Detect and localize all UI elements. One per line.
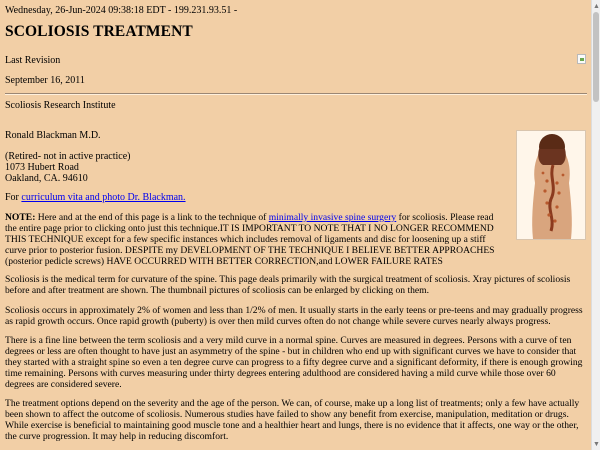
vertical-scrollbar[interactable] bbox=[591, 0, 600, 450]
note-text-after: for scoliosis. Please read the entire page prior to clicking onto just this technique.IT IS IMPORTANT TO NOTE THAT I NO LONGER RECOMMEND THIS TECHNIQUE except for a few specific instances which includes removal of ligaments and disc for loosening up a stiff curve prior to posterior fusion. DESPITE my DEVELOPMENT OF THE TECHNIQUE I BELIEVE BETTER APPROACHES (posterior pedicle screws) HAVE OCCURRED WITH BETTER CORRECTION,and LOWER FAILURE RATES bbox=[5, 212, 495, 267]
note-paragraph bbox=[5, 212, 505, 267]
spine-photo-drawing bbox=[517, 131, 585, 239]
scroll-down-icon[interactable]: ▼ bbox=[593, 440, 600, 448]
paragraph-intro: Scoliosis is the medical term for curvature of the spine. This page deals primarily with the surgical treatment of scoliosis. Xray pictures of scoliosis before and after treatment are shown. The thumbnail pictures of scoliosis can be enlarged by clicking on them. bbox=[5, 274, 571, 296]
page-title: SCOLIOSIS TREATMENT bbox=[5, 23, 193, 40]
scroll-thumb[interactable] bbox=[593, 12, 599, 102]
spine-photo-icon[interactable] bbox=[516, 130, 586, 240]
author-address bbox=[5, 151, 131, 184]
cv-line bbox=[5, 192, 186, 203]
last-revision-label: Last Revision bbox=[5, 55, 61, 66]
author-name: Ronald Blackman M.D. bbox=[5, 130, 101, 141]
author-status: (Retired- not in active practice) bbox=[5, 151, 131, 162]
author-street: 1073 Hubert Road bbox=[5, 162, 79, 173]
institute-name: Scoliosis Research Institute bbox=[5, 100, 116, 111]
timestamp: Wednesday, 26-Jun-2024 09:38:18 EDT - 199.231.93.51 - bbox=[5, 5, 238, 16]
paragraph-occurrence: Scoliosis occurs in approximately 2% of women and less than 1/2% of men. It usually starts in the early teens or pre-teens and may gradually progress as rapid growth occurs. Once rapid growth (puberty) is over then mild curves often do not change while severe curves nearly always progress. bbox=[5, 305, 583, 327]
note-text-before: Here and at the end of this page is a link to the technique of bbox=[35, 212, 269, 223]
minimally-invasive-link[interactable]: minimally invasive spine surgery bbox=[268, 212, 397, 223]
revision-date: September 16, 2011 bbox=[5, 75, 85, 86]
paragraph-degrees: There is a fine line between the term scoliosis and a very mild curve in a normal spine. Curves are measured in degrees. Persons with a curve of ten degrees or less are often thought to have just an asymmetry of the spine - but in children who end up with significant curves we have to consider that they started with a straight spine so even a ten degree curve can progress to a fifty degree curve and a significant deformity, if there is enough growing time remaining. Persons with curves measuring under thirty degrees entering adulthood are considered having a mild curve while those over 60 degrees are considered severe. bbox=[5, 335, 583, 390]
scroll-up-icon[interactable]: ▲ bbox=[593, 2, 600, 10]
author-city: Oakland, CA. 94610 bbox=[5, 173, 88, 184]
paragraph-treatment: The treatment options depend on the severity and the age of the person. We can, of course, make up a long list of treatments; only a few have actually been shown to affect the outcome of scoliosis. Numerous studies have failed to show any benefit from exercise, manipulation, meditation or drugs. While exercise is beneficial to maintaining good muscle tone and a healthier heart and lungs, there is no evidence that it affects, one way or the other, the curve progression. It may help in reducing discomfort. bbox=[5, 398, 580, 442]
cv-prefix: For bbox=[5, 192, 22, 203]
cv-link[interactable]: curriculum vita and photo Dr. Blackman. bbox=[21, 192, 186, 203]
broken-image-icon[interactable] bbox=[577, 54, 586, 64]
note-label: NOTE: bbox=[5, 212, 36, 223]
horizontal-rule bbox=[5, 93, 587, 95]
